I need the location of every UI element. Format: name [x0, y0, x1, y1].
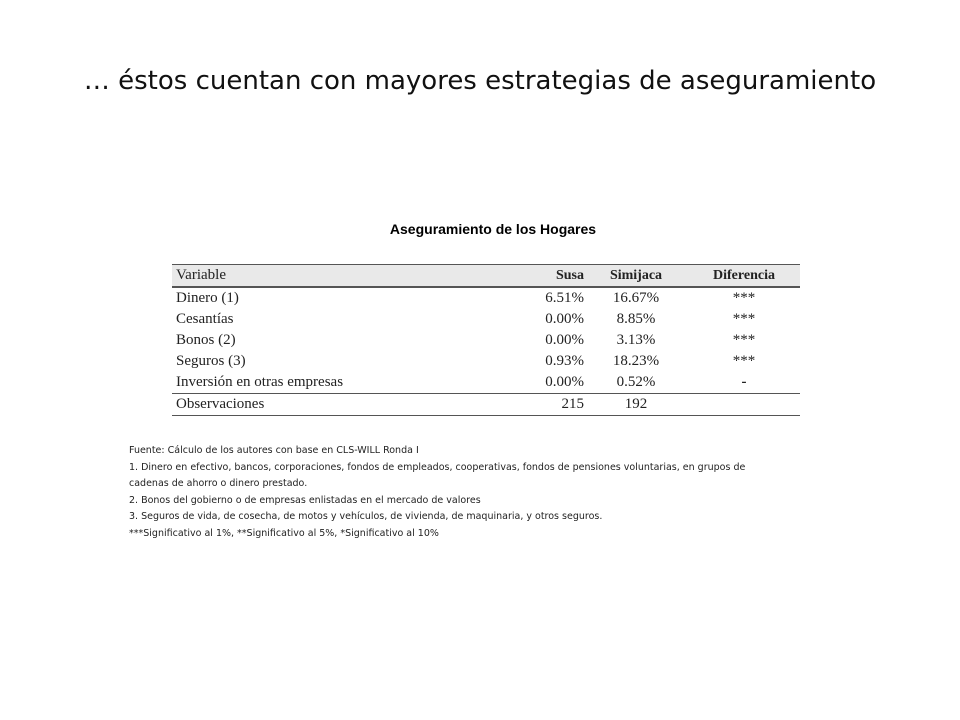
row-simijaca: 18.23%: [612, 353, 660, 369]
observations-row: [172, 394, 800, 416]
row-variable: Bonos (2): [176, 332, 236, 348]
row-diferencia: ***: [732, 332, 756, 348]
insurance-table: [172, 264, 800, 416]
row-susa: 0.00%: [545, 332, 584, 348]
row-simijaca: 0.52%: [616, 374, 656, 390]
footnote-3: 3. Seguros de vida, de cosecha, de motos y vehículos, de vivienda, de maquinaria, y otros seguros.: [129, 511, 603, 522]
table-row: [172, 330, 800, 351]
observations-susa: 215: [516, 394, 584, 416]
table-row: [172, 351, 800, 372]
observations-label: Observaciones: [172, 394, 516, 416]
observations-diferencia: [688, 394, 800, 416]
footnotes: [129, 443, 829, 542]
footnote-1-cont: cadenas de ahorro o dinero prestado.: [129, 478, 308, 489]
row-variable: Cesantías: [176, 311, 234, 327]
row-simijaca: 3.13%: [616, 332, 656, 348]
footnote-significance: ***Significativo al 1%, **Significativo al 5%, *Significativo al 10%: [129, 527, 439, 539]
header-simijaca: Simijaca: [584, 265, 688, 288]
table-header-row: [172, 265, 800, 288]
row-variable: Seguros (3): [176, 353, 246, 369]
table-title: Aseguramiento de los Hogares: [389, 221, 597, 237]
row-diferencia: -: [741, 374, 747, 390]
row-diferencia: ***: [732, 353, 756, 369]
table-row: [172, 372, 800, 394]
row-simijaca: 8.85%: [616, 311, 656, 327]
table-row: [172, 309, 800, 330]
row-susa: 0.00%: [545, 374, 584, 390]
row-diferencia: ***: [732, 311, 756, 327]
header-diferencia: Diferencia: [688, 265, 800, 288]
footnote-1: 1. Dinero en efectivo, bancos, corporaciones, fondos de empleados, cooperativas, fondos de pensiones voluntarias, en grupos de: [129, 461, 746, 473]
row-simijaca: 16.67%: [612, 290, 660, 306]
row-variable: Inversión en otras empresas: [176, 374, 344, 390]
footnote-source: Fuente: Cálculo de los autores con base en CLS-WILL Ronda I: [129, 445, 419, 456]
row-susa: 0.93%: [545, 353, 584, 369]
row-variable: Dinero (1): [176, 290, 239, 306]
header-susa: Susa: [516, 265, 584, 288]
table-row: [172, 287, 800, 309]
row-susa: 6.51%: [545, 290, 584, 306]
row-diferencia: ***: [732, 290, 756, 306]
slide-title: … éstos cuentan con mayores estrategias de aseguramiento: [83, 66, 877, 96]
row-susa: 0.00%: [545, 311, 584, 327]
observations-simijaca: 192: [584, 394, 688, 416]
footnote-2: 2. Bonos del gobierno o de empresas enlistadas en el mercado de valores: [129, 494, 481, 506]
header-variable: Variable: [172, 265, 516, 288]
